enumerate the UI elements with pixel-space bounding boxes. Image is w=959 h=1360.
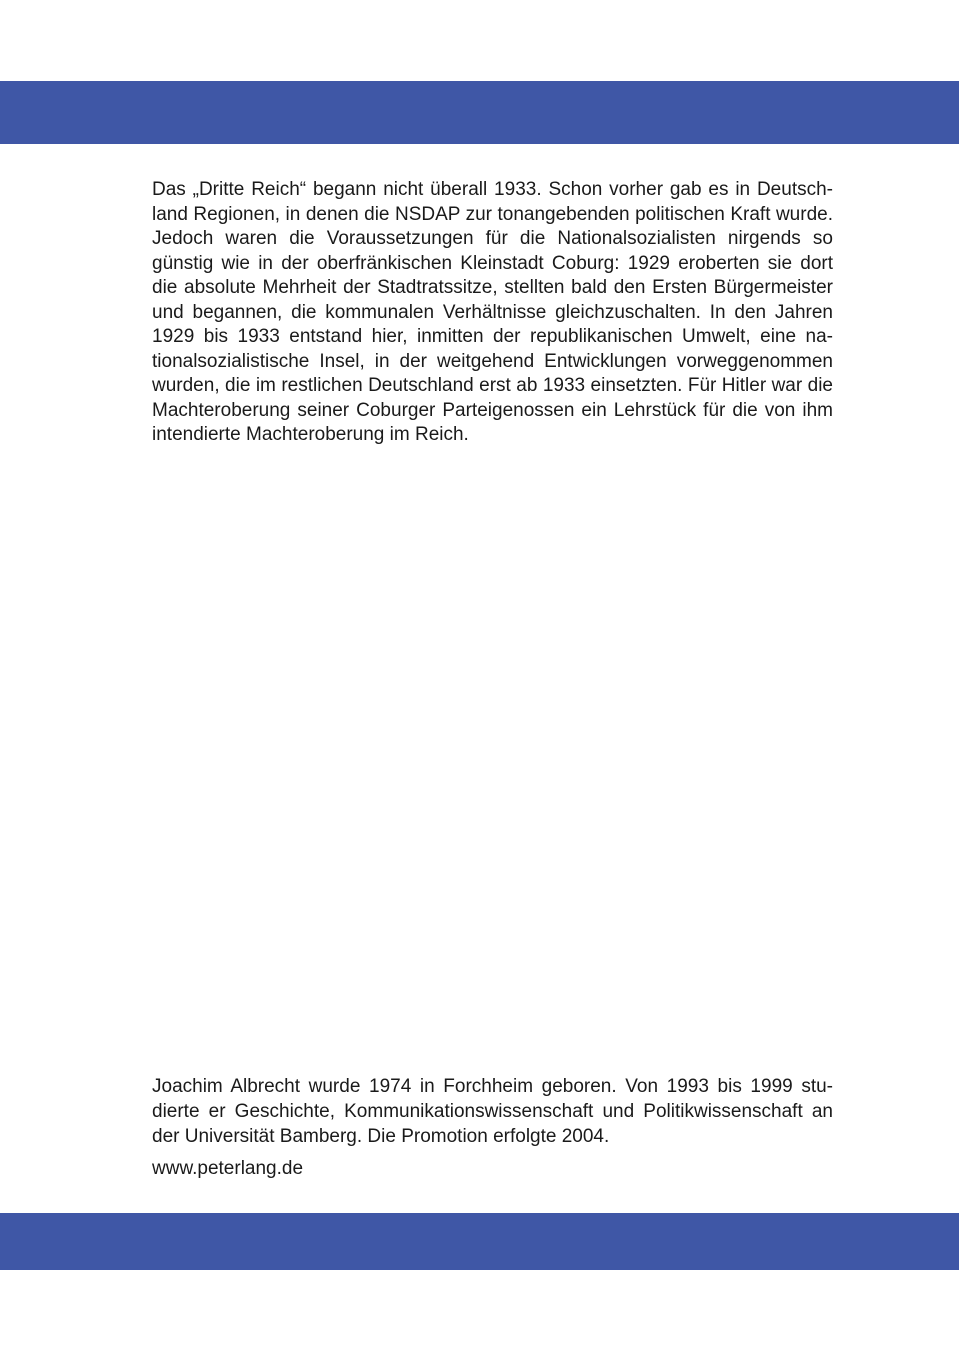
top-color-band	[0, 81, 959, 144]
publisher-url: www.peterlang.de	[152, 1158, 304, 1179]
book-blurb: Das „Dritte Reich“ begann nicht überall 1933. Schon vorher gab es in Deutschland Regionen, in denen die NSDAP zur tonangebenden politischen Kraft wurde. Jedoch waren die Voraussetzungen für die Nationalsozialisten nirgends so günstig wie in der oberfränkischen Kleinstadt Coburg: 1929 eroberten sie dort die absolute Mehrheit der Stadtratssitze, stellten bald den Ersten Bürgermeister und begannen, die kommunalen Verhältnisse gleichzuschalten. In den Jahren 1929 bis 1933 entstand hier, inmitten der republikanischen Umwelt, eine nationalsozialistische Insel, in der weitgehend Entwicklungen vorweggenommen wurden, die im restlichen Deutschland erst ab 1933 einsetzten. Für Hitler war die Machteroberung seiner Coburger Parteigenossen ein Lehrstück für die von ihm intendierte Machteroberung im Reich.	[152, 179, 833, 445]
bottom-color-band	[0, 1213, 959, 1270]
author-bio: Joachim Albrecht wurde 1974 in Forchheim geboren. Von 1993 bis 1999 studierte er Geschichte, Kommunikationswissenschaft und Politikwissenschaft an der Universität Bamberg. Die Promotion erfolgte 2004.	[152, 1076, 833, 1147]
